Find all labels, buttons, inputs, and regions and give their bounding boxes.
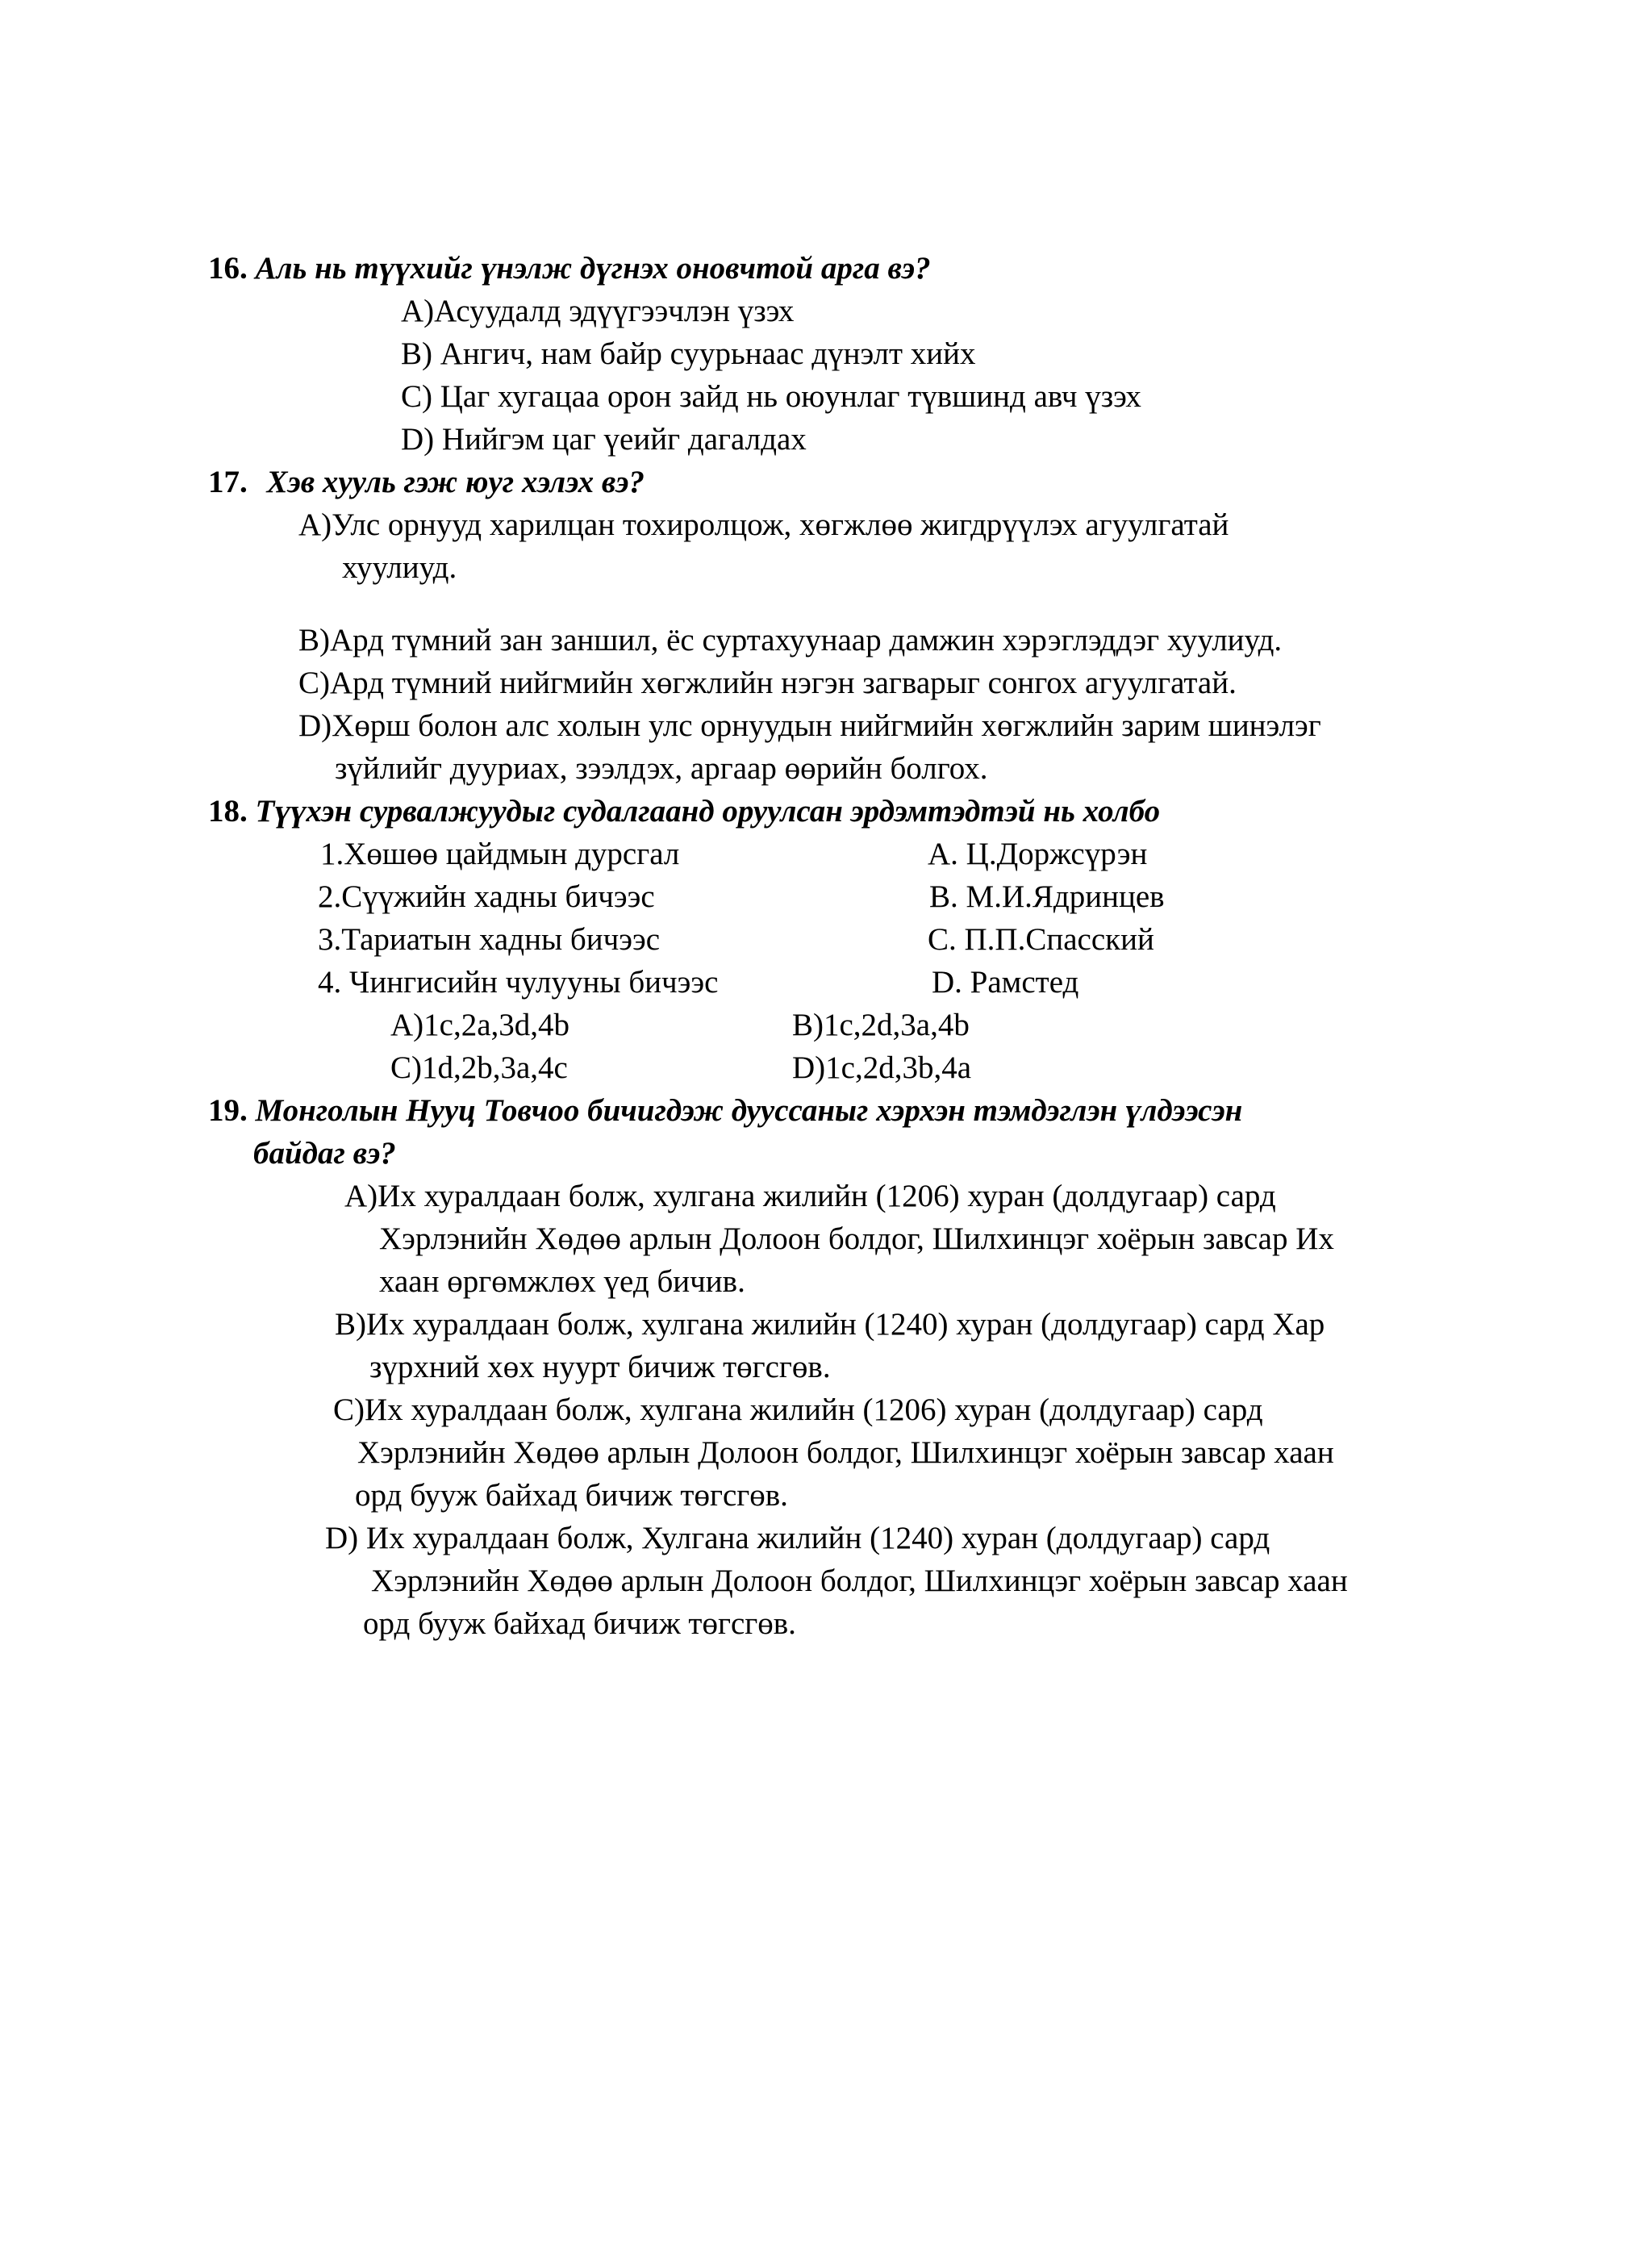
q18-answer-c: C)1d,2b,3a,4c <box>390 1050 568 1085</box>
question-number: 19. <box>208 1093 248 1128</box>
q19-option-a-line2: Хэрлэнийн Хөдөө арлын Долоон болдог, Шилхинцэг хоёрын завсар Их <box>379 1221 1334 1256</box>
q19-option-d-line2: Хэрлэнийн Хөдөө арлын Долоон болдог, Шилхинцэг хоёрын завсар хаан <box>371 1564 1348 1598</box>
q19-option-c-line1: C)Их хуралдаан болж, хулгана жилийн (1206) хуран (долдугаар) сард <box>333 1392 1263 1427</box>
question-18 <box>208 791 1160 833</box>
q18-source-4: 4. Чингисийн чулууны бичээс <box>318 965 719 1000</box>
q16-option-c: C) Цаг хугацаа орон зайд нь оюунлаг түвшинд авч үзэх <box>401 379 1141 414</box>
q19-option-a-line1: A)Их хуралдаан болж, хулгана жилийн (1206) хуран (долдугаар) сард <box>344 1179 1276 1213</box>
q18-answer-d: D)1c,2d,3b,4a <box>792 1050 972 1085</box>
q18-source-2: 2.Сүүжийн хадны бичээс <box>318 879 655 914</box>
q19-option-a-line3: хаан өргөмжлөх үед бичив. <box>379 1264 745 1299</box>
q18-answer-b: B)1c,2d,3a,4b <box>792 1008 970 1042</box>
question-number: 17. <box>208 465 248 499</box>
question-text: Түүхэн сурвалжуудыг судалгаанд оруулсан эрдэмтэдтэй нь холбо <box>255 794 1161 829</box>
q18-source-3: 3.Тариатын хадны бичээс <box>318 922 661 957</box>
question-number: 18. <box>208 794 248 829</box>
q18-scholar-c: C. П.П.Спасский <box>928 922 1154 957</box>
q17-option-a-line2: хуулиуд. <box>342 550 457 585</box>
q19-option-c-line3: орд бууж байхад бичиж төгсгөв. <box>355 1478 788 1513</box>
q18-scholar-b: B. М.И.Ядринцев <box>929 879 1165 914</box>
q17-option-b: B)Ард түмний зан заншил, ёс суртахуунаар дамжин хэрэглэддэг хуулиуд. <box>298 623 1283 658</box>
q17-option-d-line1: D)Хөрш болон алс холын улс орнуудын нийгмийн хөгжлийн зарим шинэлэг <box>298 708 1321 743</box>
question-19 <box>208 1090 1242 1132</box>
q18-scholar-a: A. Ц.Доржсүрэн <box>928 837 1148 871</box>
question-17 <box>208 461 645 503</box>
q18-answer-a: A)1c,2a,3d,4b <box>390 1008 570 1042</box>
q17-option-d-line2: зүйлийг дууриах, зээлдэх, аргаар өөрийн болгох. <box>335 751 988 786</box>
q18-source-1: 1.Хөшөө цайдмын дурсгал <box>320 837 680 871</box>
q16-option-d: D) Нийгэм цаг үеийг дагалдах <box>401 422 807 457</box>
question-text: Аль нь түүхийг үнэлж дүгнэх оновчтой арга вэ? <box>255 251 931 286</box>
q18-scholar-d: D. Рамстед <box>932 965 1079 1000</box>
q16-option-b: B) Ангич, нам байр суурьнаас дүнэлт хийх <box>401 336 976 371</box>
q16-option-a: A)Асуудалд эдүүгээчлэн үзэх <box>401 294 795 328</box>
q17-option-a-line1: A)Улс орнууд харилцан тохиролцож, хөгжлөө жигдрүүлэх агуулгатай <box>298 507 1229 542</box>
q19-option-b-line2: зүрхний хөх нуурт бичиж төгсгөв. <box>369 1350 831 1384</box>
q19-option-c-line2: Хэрлэнийн Хөдөө арлын Долоон болдог, Шилхинцэг хоёрын завсар хаан <box>357 1435 1334 1470</box>
question-number: 16. <box>208 251 248 286</box>
q19-option-b-line1: B)Их хуралдаан болж, хулгана жилийн (1240) хуран (долдугаар) сард Хар <box>335 1307 1325 1342</box>
question-16 <box>208 248 931 290</box>
question-text: Монголын Нууц Товчоо бичигдэж дууссаныг хэрхэн тэмдэглэн үлдээсэн <box>255 1093 1243 1128</box>
q17-option-c: C)Ард түмний нийгмийн хөгжлийн нэгэн загварыг сонгох агуулгатай. <box>298 666 1237 700</box>
question-19-line2 <box>253 1133 396 1175</box>
question-text: байдаг вэ? <box>253 1136 396 1171</box>
question-text: Хэв хууль гэж юуг хэлэх вэ? <box>266 465 645 499</box>
q19-option-d-line3: орд бууж байхад бичиж төгсгөв. <box>363 1606 796 1641</box>
q19-option-d-line1: D) Их хуралдаан болж, Хулгана жилийн (1240) хуран (долдугаар) сард <box>325 1521 1270 1555</box>
